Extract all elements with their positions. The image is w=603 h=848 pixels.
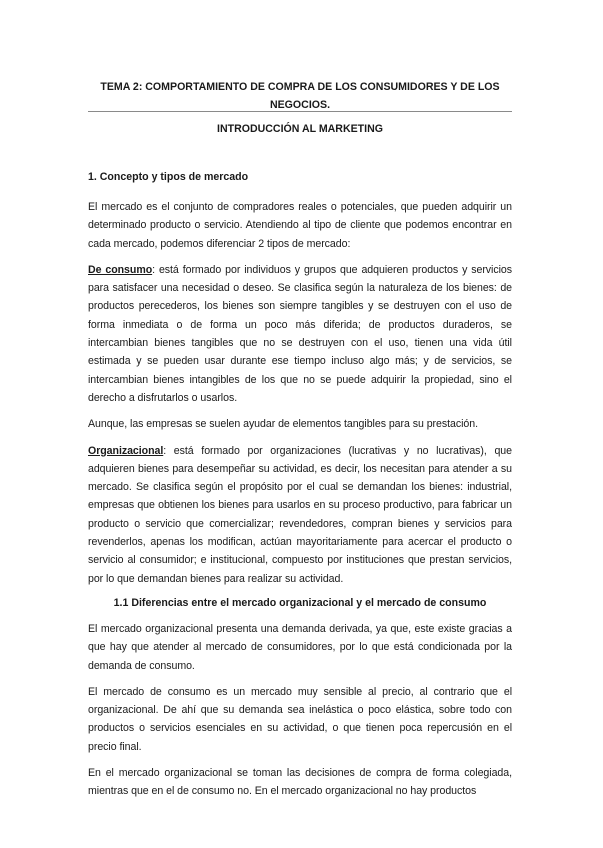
organizacional-text: : está formado por organizaciones (lucrativas y no lucrativas), que adquieren bienes para desempeñar su actividad, es decir, los necesitan para atender a su mercado. Se clasifica según el propósito por el cual se demandan los bienes: industrial, empresas que obtienen los bienes para usarlos en su proceso productivo, para fabricar un producto o servicio que comercializar; revendedores, compran bienes y servicios para revenderlos, apenas los modifican, actúan mayoritariamente para acercar el producto o servicio al consumidor; e institucional, compuesto por instituciones que prestan servicios, por lo que demandan bienes para realizar su actividad. xyxy=(88,444,512,585)
consumo-paragraph xyxy=(88,261,512,407)
consumo-term: De consumo xyxy=(88,263,153,276)
organizacional-paragraph xyxy=(88,442,512,588)
document-title: TEMA 2: COMPORTAMIENTO DE COMPRA DE LOS CONSUMIDORES Y DE LOS NEGOCIOS. xyxy=(100,81,500,111)
demanda-derivada-paragraph: El mercado organizacional presenta una demanda derivada, ya que, este existe gracias a que hay que atender al mercado de consumidores, por lo que está condicionada por la demanda de consumo. xyxy=(88,622,512,672)
organizacional-term: Organizacional xyxy=(88,444,164,457)
document-subtitle: INTRODUCCIÓN AL MARKETING xyxy=(217,123,383,135)
sensibilidad-precio-paragraph: El mercado de consumo es un mercado muy sensible al precio, al contrario que el organizacional. De ahí que su demanda sea inelástica o poco elástica, sobre todo con productos o servicios esenciales en su actividad, o que tienen poca repercusión en el precio final. xyxy=(88,685,512,753)
document-body xyxy=(88,170,512,809)
section-heading: 1. Concepto y tipos de mercado xyxy=(88,171,249,183)
consumo-text: : está formado por individuos y grupos que adquieren productos y servicios para satisfacer una necesidad o deseo. Se clasifica según la naturaleza de los bienes: de productos perecederos, los bienes son siempre tangibles y se destruyen con el uso de forma inmediata o de forma un poco más diferida; de productos duraderos, se intercambian bienes tangibles que no se destruyen con el uso, tienen una vida útil estimada y se pueden usar durante ese tiempo incluso algo más; y de servicios, se intercambian bienes intangibles de los que no se puede adquirir la propiedad, sino el derecho a disfrutarlos o usarlos. xyxy=(88,263,512,404)
title-divider xyxy=(88,111,512,112)
decision-compra-paragraph: En el mercado organizacional se toman las decisiones de compra de forma colegiada, mientras que en el de consumo no. En el mercado organizacional no hay productos xyxy=(88,767,512,798)
intro-paragraph: El mercado es el conjunto de compradores reales o potenciales, que pueden adquirir un determinado producto o servicio. Atendiendo al tipo de cliente que podemos encontrar en cada mercado, podemos diferenciar 2 tipos de mercado: xyxy=(88,201,512,250)
subsection-heading: 1.1 Diferencias entre el mercado organizacional y el mercado de consumo xyxy=(113,596,487,609)
aunque-paragraph: Aunque, las empresas se suelen ayudar de elementos tangibles para su prestación. xyxy=(88,418,478,431)
